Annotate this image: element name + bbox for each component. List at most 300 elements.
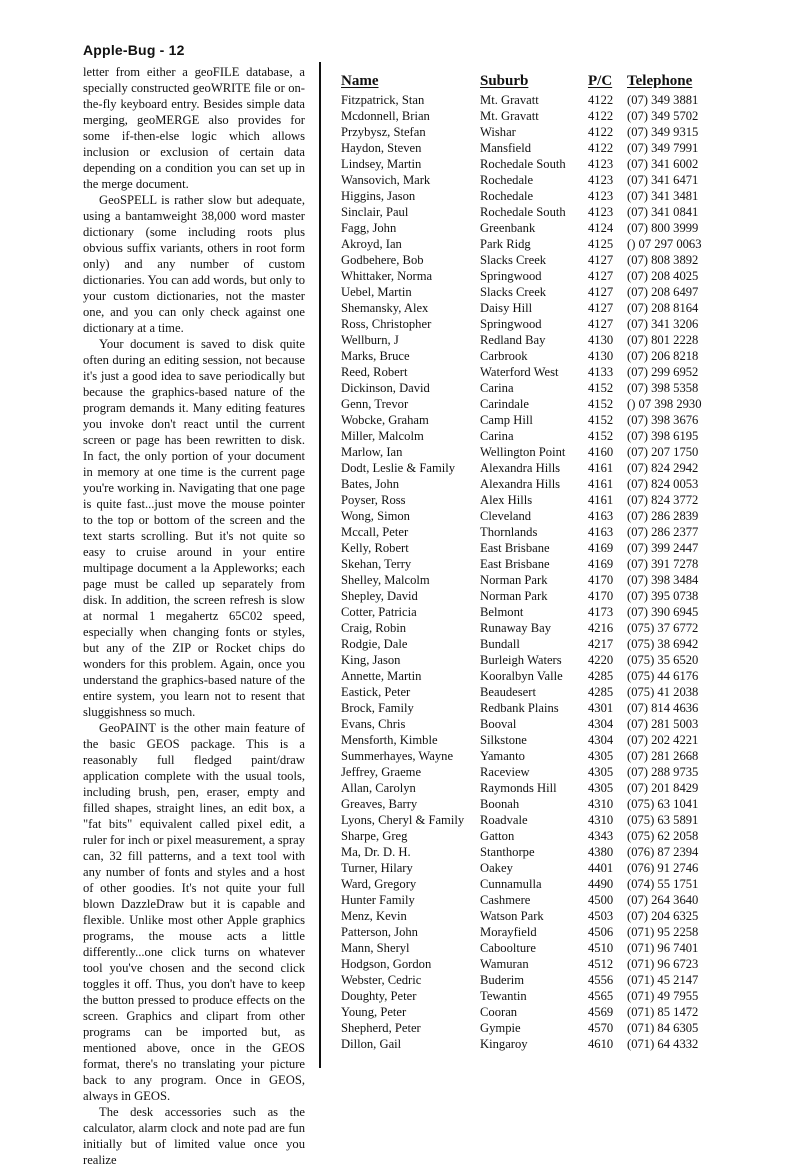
table-row — [341, 236, 711, 252]
column-divider — [319, 62, 321, 1068]
table-row — [341, 348, 711, 364]
member-name: Whittaker, Norma — [341, 269, 433, 283]
table-row — [341, 1036, 711, 1052]
table-row — [341, 732, 711, 748]
member-suburb: Gatton — [480, 829, 515, 843]
member-telephone: (07) 204 6325 — [627, 909, 699, 923]
table-row — [341, 316, 711, 332]
member-name: Sharpe, Greg — [341, 829, 408, 843]
member-name: Hodgson, Gordon — [341, 957, 432, 971]
member-suburb: East Brisbane — [480, 557, 550, 571]
member-postcode: 4304 — [588, 733, 614, 747]
member-telephone: (07) 349 5702 — [627, 109, 699, 123]
member-name: Miller, Malcolm — [341, 429, 424, 443]
member-suburb: Waterford West — [480, 365, 559, 379]
member-telephone: (075) 38 6942 — [627, 637, 699, 651]
member-name: Summerhayes, Wayne — [341, 749, 454, 763]
table-row — [341, 204, 711, 220]
member-telephone: () 07 398 2930 — [627, 397, 702, 411]
table-row — [341, 812, 711, 828]
member-postcode: 4285 — [588, 685, 614, 699]
column-header-name: Name — [341, 73, 379, 89]
table-row — [341, 556, 711, 572]
table-row — [341, 588, 711, 604]
member-postcode: 4122 — [588, 109, 614, 123]
member-suburb: Cunnamulla — [480, 877, 542, 891]
member-telephone: (07) 349 7991 — [627, 141, 699, 155]
member-telephone: (07) 395 0738 — [627, 589, 699, 603]
member-name: Jeffrey, Graeme — [341, 765, 422, 779]
member-postcode: 4170 — [588, 589, 614, 603]
member-telephone: (07) 208 8164 — [627, 301, 699, 315]
member-suburb: Yamanto — [480, 749, 525, 763]
member-suburb: Caboolture — [480, 941, 536, 955]
table-row — [341, 172, 711, 188]
member-name: Genn, Trevor — [341, 397, 409, 411]
member-suburb: Wamuran — [480, 957, 529, 971]
member-name: Lyons, Cheryl & Family — [341, 813, 465, 827]
member-postcode: 4570 — [588, 1021, 614, 1035]
member-telephone: (07) 299 6952 — [627, 365, 699, 379]
member-postcode: 4169 — [588, 557, 614, 571]
table-row — [341, 620, 711, 636]
member-telephone: (07) 281 5003 — [627, 717, 699, 731]
member-suburb: Silkstone — [480, 733, 527, 747]
directory-header — [341, 62, 711, 90]
member-postcode: 4152 — [588, 381, 614, 395]
table-row — [341, 428, 711, 444]
member-name: Marks, Bruce — [341, 349, 410, 363]
member-telephone: (07) 398 5358 — [627, 381, 699, 395]
member-name: Doughty, Peter — [341, 989, 417, 1003]
member-postcode: 4565 — [588, 989, 614, 1003]
article-paragraph: The desk accessories such as the calculator, alarm clock and note pad are fun initially but of limited value once you realize — [83, 1105, 305, 1167]
table-row — [341, 972, 711, 988]
member-telephone: (07) 399 2447 — [627, 541, 699, 555]
member-name: Haydon, Steven — [341, 141, 422, 155]
member-telephone: (07) 208 6497 — [627, 285, 699, 299]
member-suburb: Boonah — [480, 797, 520, 811]
member-postcode: 4305 — [588, 749, 614, 763]
member-postcode: 4127 — [588, 317, 614, 331]
table-row — [341, 940, 711, 956]
member-telephone: (07) 264 3640 — [627, 893, 699, 907]
member-suburb: Alexandra Hills — [480, 477, 561, 491]
member-telephone: (075) 37 6772 — [627, 621, 699, 635]
member-postcode: 4161 — [588, 461, 614, 475]
member-suburb: Springwood — [480, 317, 542, 331]
member-name: King, Jason — [341, 653, 401, 667]
table-row — [341, 684, 711, 700]
member-telephone: (07) 286 2377 — [627, 525, 699, 539]
member-suburb: Rochedale South — [480, 157, 566, 171]
member-postcode: 4124 — [588, 221, 614, 235]
member-suburb: Rochedale — [480, 173, 534, 187]
member-postcode: 4152 — [588, 429, 614, 443]
member-telephone: (075) 44 6176 — [627, 669, 699, 683]
member-name: Patterson, John — [341, 925, 418, 939]
member-postcode: 4152 — [588, 397, 614, 411]
member-postcode: 4130 — [588, 349, 614, 363]
table-row — [341, 892, 711, 908]
member-name: Sinclair, Paul — [341, 205, 409, 219]
member-suburb: Raymonds Hill — [480, 781, 557, 795]
member-name: Wong, Simon — [341, 509, 410, 523]
member-postcode: 4123 — [588, 173, 614, 187]
table-row — [341, 604, 711, 620]
member-postcode: 4510 — [588, 941, 614, 955]
table-row — [341, 444, 711, 460]
member-name: Mensforth, Kimble — [341, 733, 438, 747]
member-telephone: (071) 84 6305 — [627, 1021, 699, 1035]
member-postcode: 4220 — [588, 653, 614, 667]
member-name: Menz, Kevin — [341, 909, 407, 923]
member-telephone: (075) 62 2058 — [627, 829, 699, 843]
member-telephone: (075) 63 5891 — [627, 813, 699, 827]
table-row — [341, 108, 711, 124]
page-header: Apple-Bug - 12 — [83, 42, 185, 58]
member-postcode: 4122 — [588, 93, 614, 107]
article-paragraph: GeoPAINT is the other main feature of the basic GEOS package. This is a reasonably full fledged paint/draw application complete with the usual tools, including brush, pen, eraser, empty and filled shapes, straight lines, an edit box, a "fat bits" equivalent called pixel edit, a ruler for inch or pixel measurement, a spray can, 32 fill patterns, and a text tool with any number of fonts and styles and a host of other goodies. It's not quite your full blown DazzleDraw but it is capable and flexible. Unlike most other Apple graphics programs, the mouse acts a little differently...one click turns on whatever tool you've chosen and the second click toggles it off. Thus, you don't have to keep the button pressed to produce effects on the screen. Graphics and clipart from other programs can be imported but, as mentioned above, once in the GEOS format, there's no translating your picture back to any program. Once in GEOS, always in GEOS. — [83, 721, 305, 1103]
member-name: Wobcke, Graham — [341, 413, 429, 427]
table-row — [341, 508, 711, 524]
member-suburb: Kooralbyn Valle — [480, 669, 563, 683]
member-suburb: Carbrook — [480, 349, 528, 363]
member-name: Shepley, David — [341, 589, 418, 603]
member-postcode: 4123 — [588, 157, 614, 171]
table-row — [341, 188, 711, 204]
member-postcode: 4569 — [588, 1005, 614, 1019]
member-name: Brock, Family — [341, 701, 414, 715]
member-suburb: Rochedale — [480, 189, 534, 203]
member-telephone: (07) 814 4636 — [627, 701, 699, 715]
table-row — [341, 1004, 711, 1020]
member-postcode: 4343 — [588, 829, 614, 843]
member-telephone: (075) 35 6520 — [627, 653, 699, 667]
member-postcode: 4161 — [588, 493, 614, 507]
member-suburb: Booval — [480, 717, 517, 731]
member-postcode: 4305 — [588, 765, 614, 779]
member-telephone: (07) 391 7278 — [627, 557, 699, 571]
member-telephone: (07) 288 9735 — [627, 765, 699, 779]
member-name: Mccall, Peter — [341, 525, 409, 539]
member-telephone: (07) 390 6945 — [627, 605, 699, 619]
member-postcode: 4163 — [588, 525, 614, 539]
member-telephone: (07) 208 4025 — [627, 269, 699, 283]
member-telephone: (07) 207 1750 — [627, 445, 699, 459]
member-name: Ma, Dr. D. H. — [341, 845, 411, 859]
member-name: Craig, Robin — [341, 621, 407, 635]
member-name: Kelly, Robert — [341, 541, 409, 555]
member-postcode: 4122 — [588, 125, 614, 139]
member-suburb: Carina — [480, 429, 514, 443]
member-telephone: (07) 201 8429 — [627, 781, 699, 795]
member-directory — [341, 62, 711, 1052]
member-suburb: Carindale — [480, 397, 529, 411]
table-row — [341, 540, 711, 556]
member-telephone: (07) 281 2668 — [627, 749, 699, 763]
member-telephone: (07) 808 3892 — [627, 253, 699, 267]
member-telephone: (071) 64 4332 — [627, 1037, 699, 1051]
table-row — [341, 284, 711, 300]
member-suburb: Cashmere — [480, 893, 531, 907]
article-paragraph: letter from either a geoFILE database, a specially constructed geoWRITE file or on-the-fly keyboard entry. Besides simple data merging, geoMERGE also provides for some if-then-else logic which allows inclusion or exclusion of certain data depending on a condition you can set up in the merge document. — [83, 65, 305, 191]
member-postcode: 4305 — [588, 781, 614, 795]
member-name: Fitzpatrick, Stan — [341, 93, 425, 107]
member-postcode: 4503 — [588, 909, 614, 923]
member-name: Shepherd, Peter — [341, 1021, 421, 1035]
member-name: Young, Peter — [341, 1005, 407, 1019]
table-row — [341, 716, 711, 732]
table-row — [341, 828, 711, 844]
member-name: Reed, Robert — [341, 365, 408, 379]
table-row — [341, 524, 711, 540]
table-row — [341, 124, 711, 140]
member-name: Wansovich, Mark — [341, 173, 431, 187]
table-row — [341, 396, 711, 412]
column-header-postcode: P/C — [588, 73, 613, 89]
member-suburb: Carina — [480, 381, 514, 395]
member-name: Annette, Martin — [341, 669, 422, 683]
table-row — [341, 1020, 711, 1036]
member-suburb: Wishar — [480, 125, 516, 139]
table-row — [341, 748, 711, 764]
member-name: Poyser, Ross — [341, 493, 406, 507]
member-telephone: (075) 41 2038 — [627, 685, 699, 699]
member-suburb: Gympie — [480, 1021, 521, 1035]
table-row — [341, 796, 711, 812]
member-telephone: (071) 95 2258 — [627, 925, 699, 939]
table-row — [341, 92, 711, 108]
member-suburb: Buderim — [480, 973, 525, 987]
member-name: Wellburn, J — [341, 333, 399, 347]
member-name: Cotter, Patricia — [341, 605, 417, 619]
member-postcode: 4285 — [588, 669, 614, 683]
member-telephone: (07) 398 6195 — [627, 429, 699, 443]
member-suburb: Slacks Creek — [480, 253, 547, 267]
member-suburb: Burleigh Waters — [480, 653, 562, 667]
member-suburb: Roadvale — [480, 813, 528, 827]
member-telephone: (076) 87 2394 — [627, 845, 699, 859]
table-row — [341, 780, 711, 796]
member-suburb: Norman Park — [480, 573, 548, 587]
member-suburb: Rochedale South — [480, 205, 566, 219]
table-row — [341, 332, 711, 348]
member-suburb: Slacks Creek — [480, 285, 547, 299]
table-row — [341, 364, 711, 380]
member-suburb: Cleveland — [480, 509, 532, 523]
member-postcode: 4173 — [588, 605, 614, 619]
member-name: Bates, John — [341, 477, 400, 491]
member-name: Greaves, Barry — [341, 797, 418, 811]
member-suburb: Morayfield — [480, 925, 537, 939]
member-suburb: Bundall — [480, 637, 520, 651]
table-row — [341, 220, 711, 236]
member-postcode: 4127 — [588, 269, 614, 283]
table-row — [341, 988, 711, 1004]
article-paragraph: Your document is saved to disk quite often during an editing session, not because it's just a good idea to save periodically but because the graphics-based nature of the program demands it. Many editing features you invoke don't react until the current screen or page has been rewritten to disk. In fact, the only portion of your document in memory at one time is the current page you're working in. Navigating that one page is quite fast...just move the mouse pointer to the top or bottom of the screen and the text starts scrolling. But it's not quite so easy to cruise around in your entire multipage document a la Appleworks; each page must be called up separately from disk. In addition, the screen refresh is slow at normal 1 megahertz 65C02 speed, especially when changing fonts or styles, but any of the ZIP or Rocket chips do wonders for this problem. Again, once you understand the graphics-based nature of the entire system, you learn not to resent that sluggishness so much. — [83, 337, 305, 719]
member-telephone: (07) 349 9315 — [627, 125, 699, 139]
member-telephone: (07) 341 3481 — [627, 189, 699, 203]
table-row — [341, 252, 711, 268]
table-row — [341, 876, 711, 892]
member-name: Rodgie, Dale — [341, 637, 408, 651]
member-name: Mann, Sheryl — [341, 941, 410, 955]
member-postcode: 4127 — [588, 253, 614, 267]
member-postcode: 4127 — [588, 301, 614, 315]
member-suburb: Park Ridg — [480, 237, 531, 251]
table-row — [341, 636, 711, 652]
member-postcode: 4133 — [588, 365, 614, 379]
member-telephone: (07) 286 2839 — [627, 509, 699, 523]
article-column — [83, 64, 305, 1168]
member-name: Eastick, Peter — [341, 685, 411, 699]
member-name: Webster, Cedric — [341, 973, 422, 987]
member-suburb: Thornlands — [480, 525, 538, 539]
table-row — [341, 268, 711, 284]
member-postcode: 4512 — [588, 957, 614, 971]
member-telephone: (071) 49 7955 — [627, 989, 699, 1003]
table-row — [341, 156, 711, 172]
member-suburb: Tewantin — [480, 989, 527, 1003]
member-postcode: 4163 — [588, 509, 614, 523]
member-suburb: Wellington Point — [480, 445, 566, 459]
member-suburb: Springwood — [480, 269, 542, 283]
member-telephone: (07) 398 3676 — [627, 413, 699, 427]
member-postcode: 4130 — [588, 333, 614, 347]
table-row — [341, 300, 711, 316]
member-telephone: (071) 85 1472 — [627, 1005, 699, 1019]
member-name: Shelley, Malcolm — [341, 573, 430, 587]
member-name: Evans, Chris — [341, 717, 406, 731]
member-telephone: (074) 55 1751 — [627, 877, 699, 891]
table-row — [341, 764, 711, 780]
column-header-telephone: Telephone — [627, 73, 693, 89]
member-telephone: (071) 96 7401 — [627, 941, 699, 955]
member-postcode: 4490 — [588, 877, 614, 891]
member-suburb: Runaway Bay — [480, 621, 551, 635]
member-suburb: Camp Hill — [480, 413, 533, 427]
member-name: Fagg, John — [341, 221, 397, 235]
member-name: Ross, Christopher — [341, 317, 432, 331]
member-postcode: 4123 — [588, 189, 614, 203]
member-telephone: () 07 297 0063 — [627, 237, 702, 251]
member-postcode: 4170 — [588, 573, 614, 587]
member-suburb: Norman Park — [480, 589, 548, 603]
member-telephone: (07) 341 0841 — [627, 205, 699, 219]
member-postcode: 4122 — [588, 141, 614, 155]
table-row — [341, 860, 711, 876]
member-suburb: Mt. Gravatt — [480, 109, 539, 123]
member-suburb: Redbank Plains — [480, 701, 559, 715]
member-suburb: Alex Hills — [480, 493, 533, 507]
table-row — [341, 652, 711, 668]
member-postcode: 4310 — [588, 813, 614, 827]
table-row — [341, 412, 711, 428]
member-name: Uebel, Martin — [341, 285, 412, 299]
member-postcode: 4310 — [588, 797, 614, 811]
member-name: Mcdonnell, Brian — [341, 109, 430, 123]
member-telephone: (076) 91 2746 — [627, 861, 699, 875]
member-name: Dillon, Gail — [341, 1037, 402, 1051]
member-name: Hunter Family — [341, 893, 415, 907]
member-name: Dodt, Leslie & Family — [341, 461, 456, 475]
member-telephone: (07) 824 2942 — [627, 461, 699, 475]
member-name: Skehan, Terry — [341, 557, 412, 571]
member-telephone: (075) 63 1041 — [627, 797, 699, 811]
member-postcode: 4610 — [588, 1037, 614, 1051]
table-row — [341, 924, 711, 940]
member-name: Godbehere, Bob — [341, 253, 424, 267]
member-postcode: 4506 — [588, 925, 614, 939]
member-suburb: Alexandra Hills — [480, 461, 561, 475]
member-postcode: 4217 — [588, 637, 614, 651]
member-name: Higgins, Jason — [341, 189, 416, 203]
member-suburb: Mansfield — [480, 141, 532, 155]
member-suburb: Stanthorpe — [480, 845, 535, 859]
member-telephone: (07) 349 3881 — [627, 93, 699, 107]
member-postcode: 4161 — [588, 477, 614, 491]
member-telephone: (071) 45 2147 — [627, 973, 699, 987]
member-postcode: 4380 — [588, 845, 614, 859]
member-telephone: (07) 398 3484 — [627, 573, 699, 587]
member-telephone: (07) 824 0053 — [627, 477, 699, 491]
member-suburb: Raceview — [480, 765, 530, 779]
member-telephone: (07) 206 8218 — [627, 349, 699, 363]
member-postcode: 4169 — [588, 541, 614, 555]
member-telephone: (07) 341 6471 — [627, 173, 699, 187]
member-name: Akroyd, Ian — [341, 237, 402, 251]
member-name: Dickinson, David — [341, 381, 430, 395]
table-row — [341, 908, 711, 924]
member-suburb: Redland Bay — [480, 333, 546, 347]
table-row — [341, 956, 711, 972]
member-suburb: East Brisbane — [480, 541, 550, 555]
member-postcode: 4123 — [588, 205, 614, 219]
member-telephone: (07) 800 3999 — [627, 221, 699, 235]
member-suburb: Beaudesert — [480, 685, 536, 699]
table-row — [341, 700, 711, 716]
column-header-suburb: Suburb — [480, 73, 529, 89]
table-row — [341, 844, 711, 860]
table-row — [341, 572, 711, 588]
member-name: Shemansky, Alex — [341, 301, 429, 315]
member-suburb: Daisy Hill — [480, 301, 533, 315]
member-suburb: Mt. Gravatt — [480, 93, 539, 107]
member-name: Ward, Gregory — [341, 877, 417, 891]
member-postcode: 4125 — [588, 237, 614, 251]
member-postcode: 4216 — [588, 621, 614, 635]
member-telephone: (07) 341 6002 — [627, 157, 699, 171]
member-postcode: 4556 — [588, 973, 614, 987]
member-name: Allan, Carolyn — [341, 781, 416, 795]
member-suburb: Watson Park — [480, 909, 544, 923]
member-telephone: (07) 341 3206 — [627, 317, 699, 331]
article-paragraph: GeoSPELL is rather slow but adequate, using a bantamweight 38,000 word master dictionary (some including roots plus obvious suffix variants, others in root form only) and any number of custom dictionaries. You can add words, but only to your custom dictionaries, not the master one, and you can only check against one dictionary at a time. — [83, 193, 305, 335]
member-suburb: Oakey — [480, 861, 513, 875]
member-postcode: 4160 — [588, 445, 614, 459]
member-suburb: Belmont — [480, 605, 524, 619]
member-postcode: 4401 — [588, 861, 614, 875]
directory-rows — [341, 90, 711, 1052]
table-row — [341, 492, 711, 508]
table-row — [341, 380, 711, 396]
member-postcode: 4127 — [588, 285, 614, 299]
member-suburb: Cooran — [480, 1005, 518, 1019]
member-name: Turner, Hilary — [341, 861, 413, 875]
table-row — [341, 460, 711, 476]
member-telephone: (07) 801 2228 — [627, 333, 699, 347]
